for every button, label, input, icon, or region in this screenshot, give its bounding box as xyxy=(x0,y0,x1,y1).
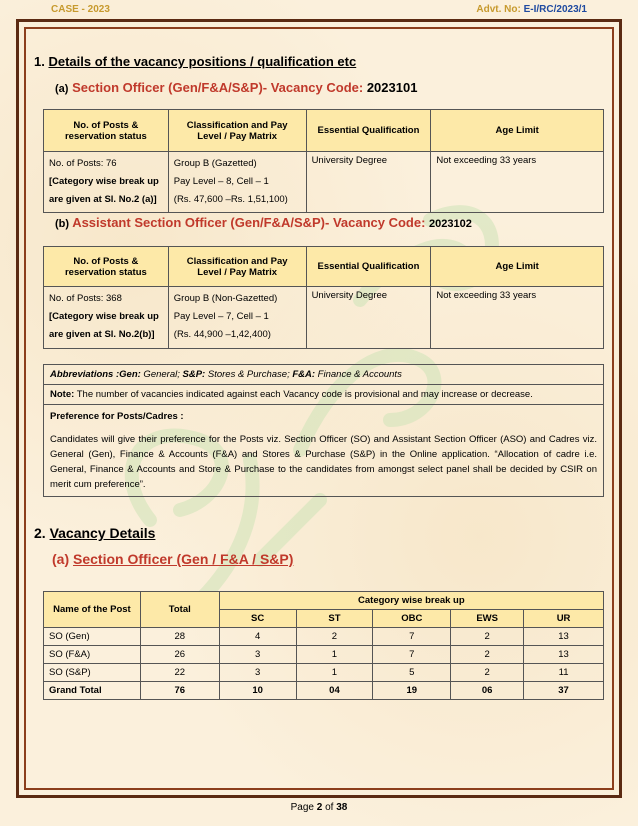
col-header-age: Age Limit xyxy=(431,110,604,152)
qualification-cell: University Degree xyxy=(306,152,431,213)
preference-title: Preference for Posts/Cadres : xyxy=(50,411,184,422)
col-header-category-group: Category wise break up xyxy=(219,592,603,610)
col-header-age: Age Limit xyxy=(431,247,604,287)
col-header-ur: UR xyxy=(524,610,604,628)
col-header-classification: Classification and Pay Level / Pay Matrix xyxy=(168,110,306,152)
table-row: SO (Gen) 28 4 2 7 2 13 xyxy=(44,628,604,646)
col-header-st: ST xyxy=(296,610,373,628)
col-header-qualification: Essential Qualification xyxy=(306,247,431,287)
table-row: SO (S&P) 22 3 1 5 2 11 xyxy=(44,664,604,682)
subsection-2a-heading: (a) Section Officer (Gen / F&A / S&P) xyxy=(52,551,294,567)
qualification-cell: University Degree xyxy=(306,287,431,349)
note-row: Note: The number of vacancies indicated against each Vacancy code is provisional and may increase or decrease. xyxy=(44,385,603,405)
subsection-a-heading: (a) Section Officer (Gen/F&A/S&P)- Vacancy Code: 2023101 xyxy=(55,80,418,95)
abbreviations-row: Abbreviations :Gen: General; S&P: Stores & Purchase; F&A: Finance & Accounts xyxy=(44,365,603,385)
col-header-ews: EWS xyxy=(451,610,524,628)
col-header-classification: Classification and Pay Level / Pay Matrix xyxy=(168,247,306,287)
col-header-sc: SC xyxy=(219,610,296,628)
section-1-heading: 1. Details of the vacancy positions / qualification etc xyxy=(34,54,357,69)
qualification-table-a xyxy=(43,109,604,213)
classification-cell: Group B (Non-Gazetted) Pay Level – 7, Cell – 1 (Rs. 44,900 –1,42,400) xyxy=(168,287,306,349)
posts-cell: No. of Posts: 76 [Category wise break up are given at Sl. No.2 (a)] xyxy=(44,152,169,213)
grand-total-row: Grand Total 76 10 04 19 06 37 xyxy=(44,682,604,700)
col-header-posts: No. of Posts & reservation status xyxy=(44,110,169,152)
age-cell: Not exceeding 33 years xyxy=(431,152,604,213)
header-advt-number: Advt. No: E-I/RC/2023/1 xyxy=(476,4,587,15)
col-header-total: Total xyxy=(140,592,219,628)
age-cell: Not exceeding 33 years xyxy=(431,287,604,349)
page-number: Page 2 of 38 xyxy=(290,802,348,813)
col-header-post-name: Name of the Post xyxy=(44,592,141,628)
col-header-obc: OBC xyxy=(373,610,451,628)
qualification-table-b xyxy=(43,246,604,349)
vacancy-table xyxy=(43,591,604,700)
posts-cell: No. of Posts: 368 [Category wise break up are given at Sl. No.2(b)] xyxy=(44,287,169,349)
col-header-qualification: Essential Qualification xyxy=(306,110,431,152)
subsection-b-heading: (b) Assistant Section Officer (Gen/F&A/S&P)- Vacancy Code: 2023102 xyxy=(55,215,472,230)
classification-cell: Group B (Gazetted) Pay Level – 8, Cell – 1 (Rs. 47,600 –Rs. 1,51,100) xyxy=(168,152,306,213)
notes-box xyxy=(43,364,604,497)
preference-row xyxy=(44,405,603,496)
header-case-label: CASE - 2023 xyxy=(51,4,110,15)
table-row: SO (F&A) 26 3 1 7 2 13 xyxy=(44,646,604,664)
col-header-posts: No. of Posts & reservation status xyxy=(44,247,169,287)
preference-text: Candidates will give their preference for the Posts viz. Section Officer (SO) and Assistant Section Officer (ASO) and Cadres viz. General (Gen), Finance & Accounts (F&A) and Stores & Purchase (S&P) in the Online application. “Allocation of cadre i.e. General, Finance & Accounts and Store & Purchase to the candidates from amongst select panel shall be decided by CSIR on merit cum preference”. xyxy=(50,434,597,490)
section-2-heading: 2. Vacancy Details xyxy=(34,525,156,541)
